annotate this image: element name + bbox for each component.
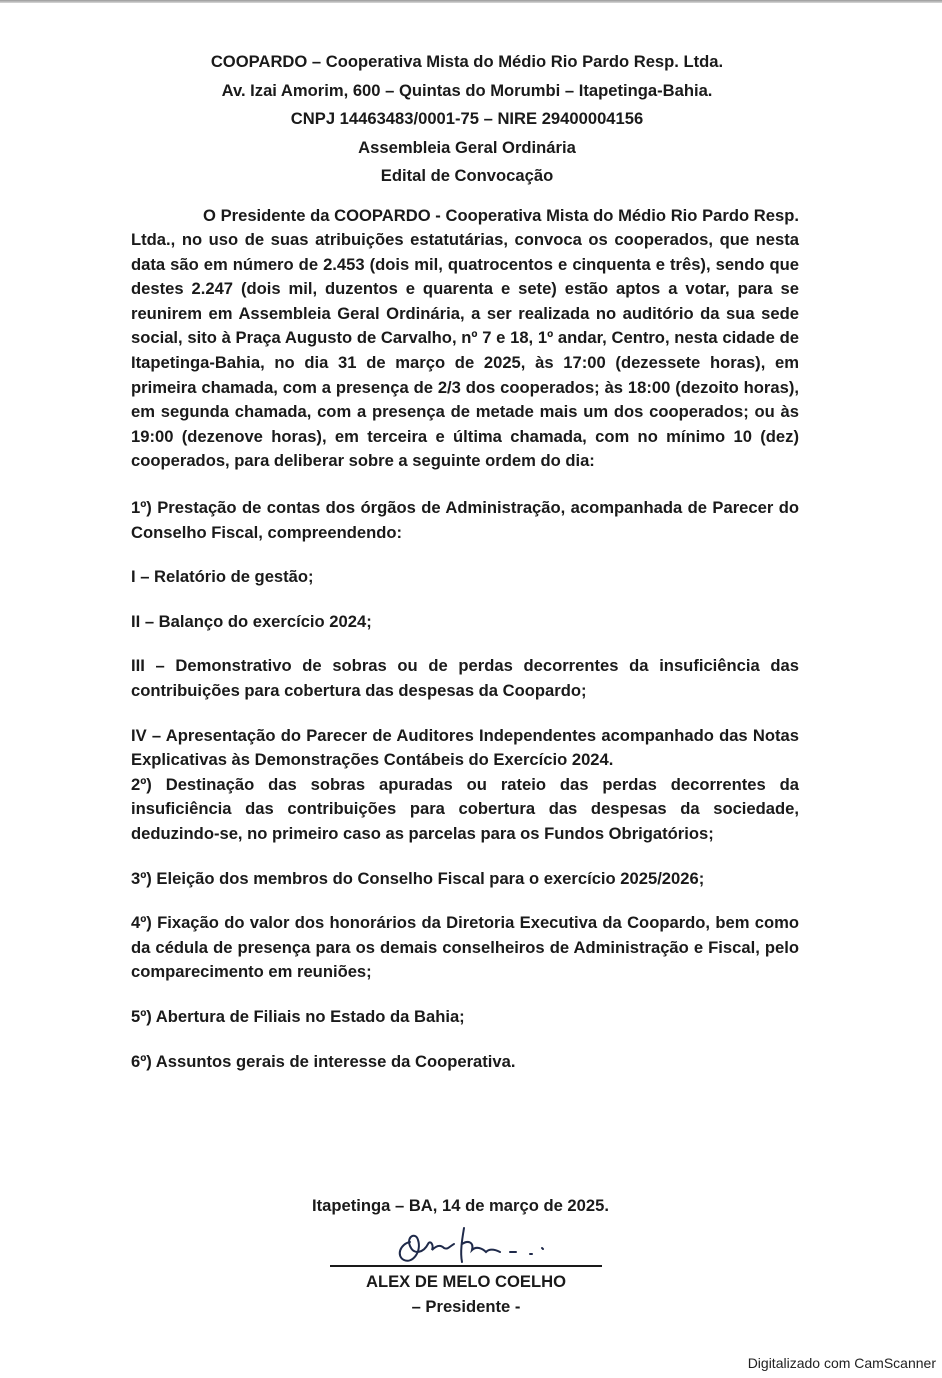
- agenda-subitem-3: III – Demonstrativo de sobras ou de perdas decorrentes da insuficiência das contribuições para cobertura das despesas da Coopardo;: [131, 656, 799, 700]
- cooperative-address: Av. Izai Amorim, 600 – Quintas do Morumbi – Itapetinga-Bahia.: [221, 80, 713, 100]
- scanner-watermark: Digitalizado com CamScanner: [747, 1355, 936, 1371]
- cooperative-registration: CNPJ 14463483/0001-75 – NIRE 29400004156: [290, 109, 644, 128]
- scan-top-edge: [0, 0, 942, 3]
- meeting-type: Assembleia Geral Ordinária: [358, 137, 576, 157]
- convocation-paragraph: O Presidente da COOPARDO - Cooperativa Mista do Médio Rio Pardo Resp. Ltda., no uso de suas atribuições estatutárias, convoca os cooperados, que nesta data são em número de 2.453 (dois mil, quatrocentos e cinquenta e três), sendo que destes 2.247 (dois mil, duzentos e quarenta e sete) estão aptos a votar, para se reunirem em Assembleia Geral Ordinária, a ser realizada no auditório da sua sede social, sito à Praça Augusto de Carvalho, nº 7 e 18, 1º andar, Centro, nesta cidade de Itapetinga-Bahia, no dia 31 de março de 2025, às 17:00 (dezessete horas), em primeira chamada, com a presença de 2/3 dos cooperados; às 18:00 (dezoito horas), em segunda chamada, com a presença de metade mais um dos cooperados; ou às 19:00 (dezenove horas), em terceira e última chamada, com no mínimo 10 (dez) cooperados, para deliberar sobre a seguinte ordem do dia:: [131, 205, 799, 471]
- document-header: [135, 48, 799, 191]
- signer-title: – Presidente -: [411, 1297, 521, 1316]
- agenda-subitem-2: II – Balanço do exercício 2024;: [131, 611, 372, 631]
- agenda-item-4: 4º) Fixação do valor dos honorários da Diretoria Executiva da Coopardo, bem como da cédula de presença para os demais conselheiros de Administração e Fiscal, pelo comparecimento em reuniões;: [131, 913, 799, 982]
- document-page: [131, 48, 799, 1074]
- handwritten-signature: [392, 1222, 562, 1266]
- agenda-item-2: 2º) Destinação das sobras apuradas ou rateio das perdas decorrentes da insuficiência das contribuições para cobertura das despesas da sociedade, deduzindo-se, no primeiro caso as parcelas para os Fundos Obrigatórios;: [131, 774, 799, 843]
- signer-name: ALEX DE MELO COELHO: [365, 1272, 567, 1291]
- document-title: Edital de Convocação: [380, 166, 554, 185]
- cooperative-name: COOPARDO – Cooperativa Mista do Médio Rio Pardo Resp. Ltda.: [210, 52, 724, 71]
- agenda-item-3: 3º) Eleição dos membros do Conselho Fiscal para o exercício 2025/2026;: [131, 868, 705, 888]
- place-and-date: Itapetinga – BA, 14 de março de 2025.: [312, 1196, 609, 1215]
- signature-line: [330, 1265, 602, 1267]
- agenda-subitem-1: I – Relatório de gestão;: [131, 567, 314, 587]
- signer-block: [330, 1269, 602, 1319]
- agenda-item-1: 1º) Prestação de contas dos órgãos de Administração, acompanhada de Parecer do Conselho Fiscal, compreendendo:: [131, 498, 799, 542]
- agenda-item-6: 6º) Assuntos gerais de interesse da Cooperativa.: [131, 1051, 516, 1071]
- agenda-subitem-4: IV – Apresentação do Parecer de Auditores Independentes acompanhado das Notas Explicativas às Demonstrações Contábeis do Exercício 2024.: [131, 725, 799, 770]
- agenda-item-5: 5º) Abertura de Filiais no Estado da Bahia;: [131, 1006, 465, 1026]
